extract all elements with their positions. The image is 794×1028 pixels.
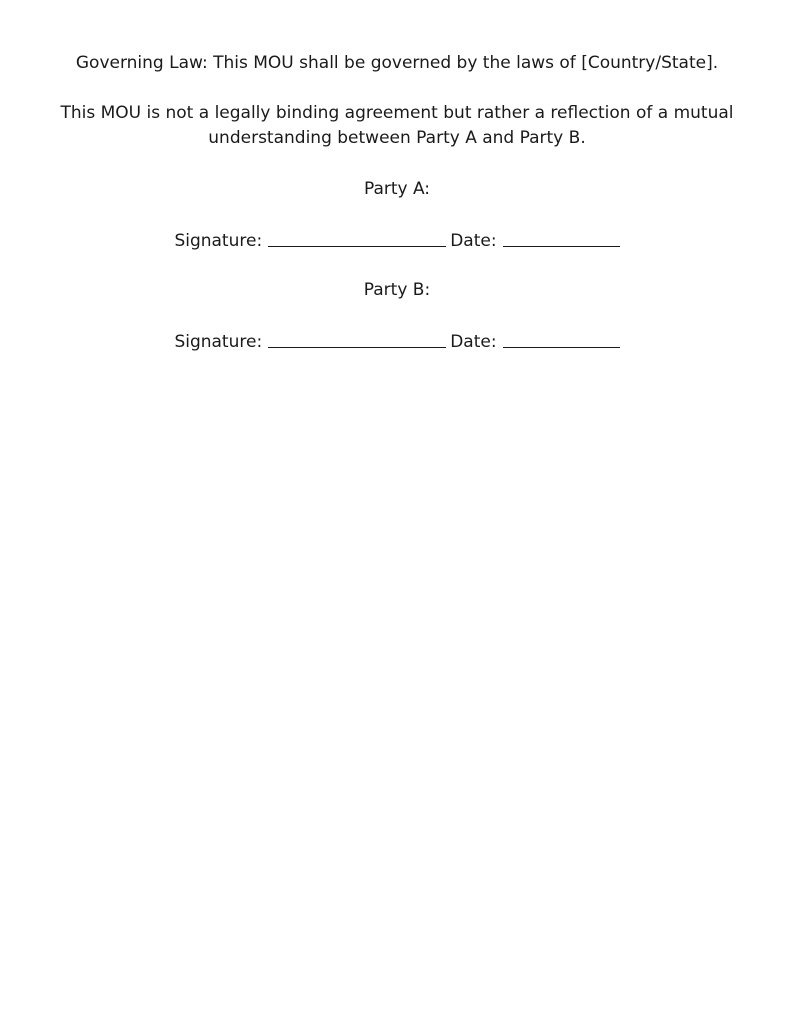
- party-a-date-line[interactable]: [503, 228, 620, 247]
- disclaimer-line-2: understanding between Party A and Party B.: [208, 128, 586, 148]
- party-b-date-label: Date:: [450, 332, 497, 352]
- party-a-date-label: Date:: [450, 231, 497, 251]
- party-a-heading: Party A:: [363, 179, 431, 199]
- disclaimer-line-1: This MOU is not a legally binding agreement but rather a reflection of a mutual: [60, 103, 734, 123]
- party-b-signature-row: [0, 328, 794, 355]
- party-a-signature-label: Signature:: [174, 231, 263, 251]
- party-b-signature-label: Signature:: [174, 332, 263, 352]
- party-b-heading: Party B:: [363, 280, 431, 300]
- governing-law-clause: Governing Law: This MOU shall be governed by the laws of [Country/State].: [75, 53, 719, 73]
- party-a-signature-row: [0, 227, 794, 254]
- party-a-signature-line[interactable]: [268, 228, 446, 247]
- party-b-date-line[interactable]: [503, 329, 620, 348]
- party-b-signature-line[interactable]: [268, 329, 446, 348]
